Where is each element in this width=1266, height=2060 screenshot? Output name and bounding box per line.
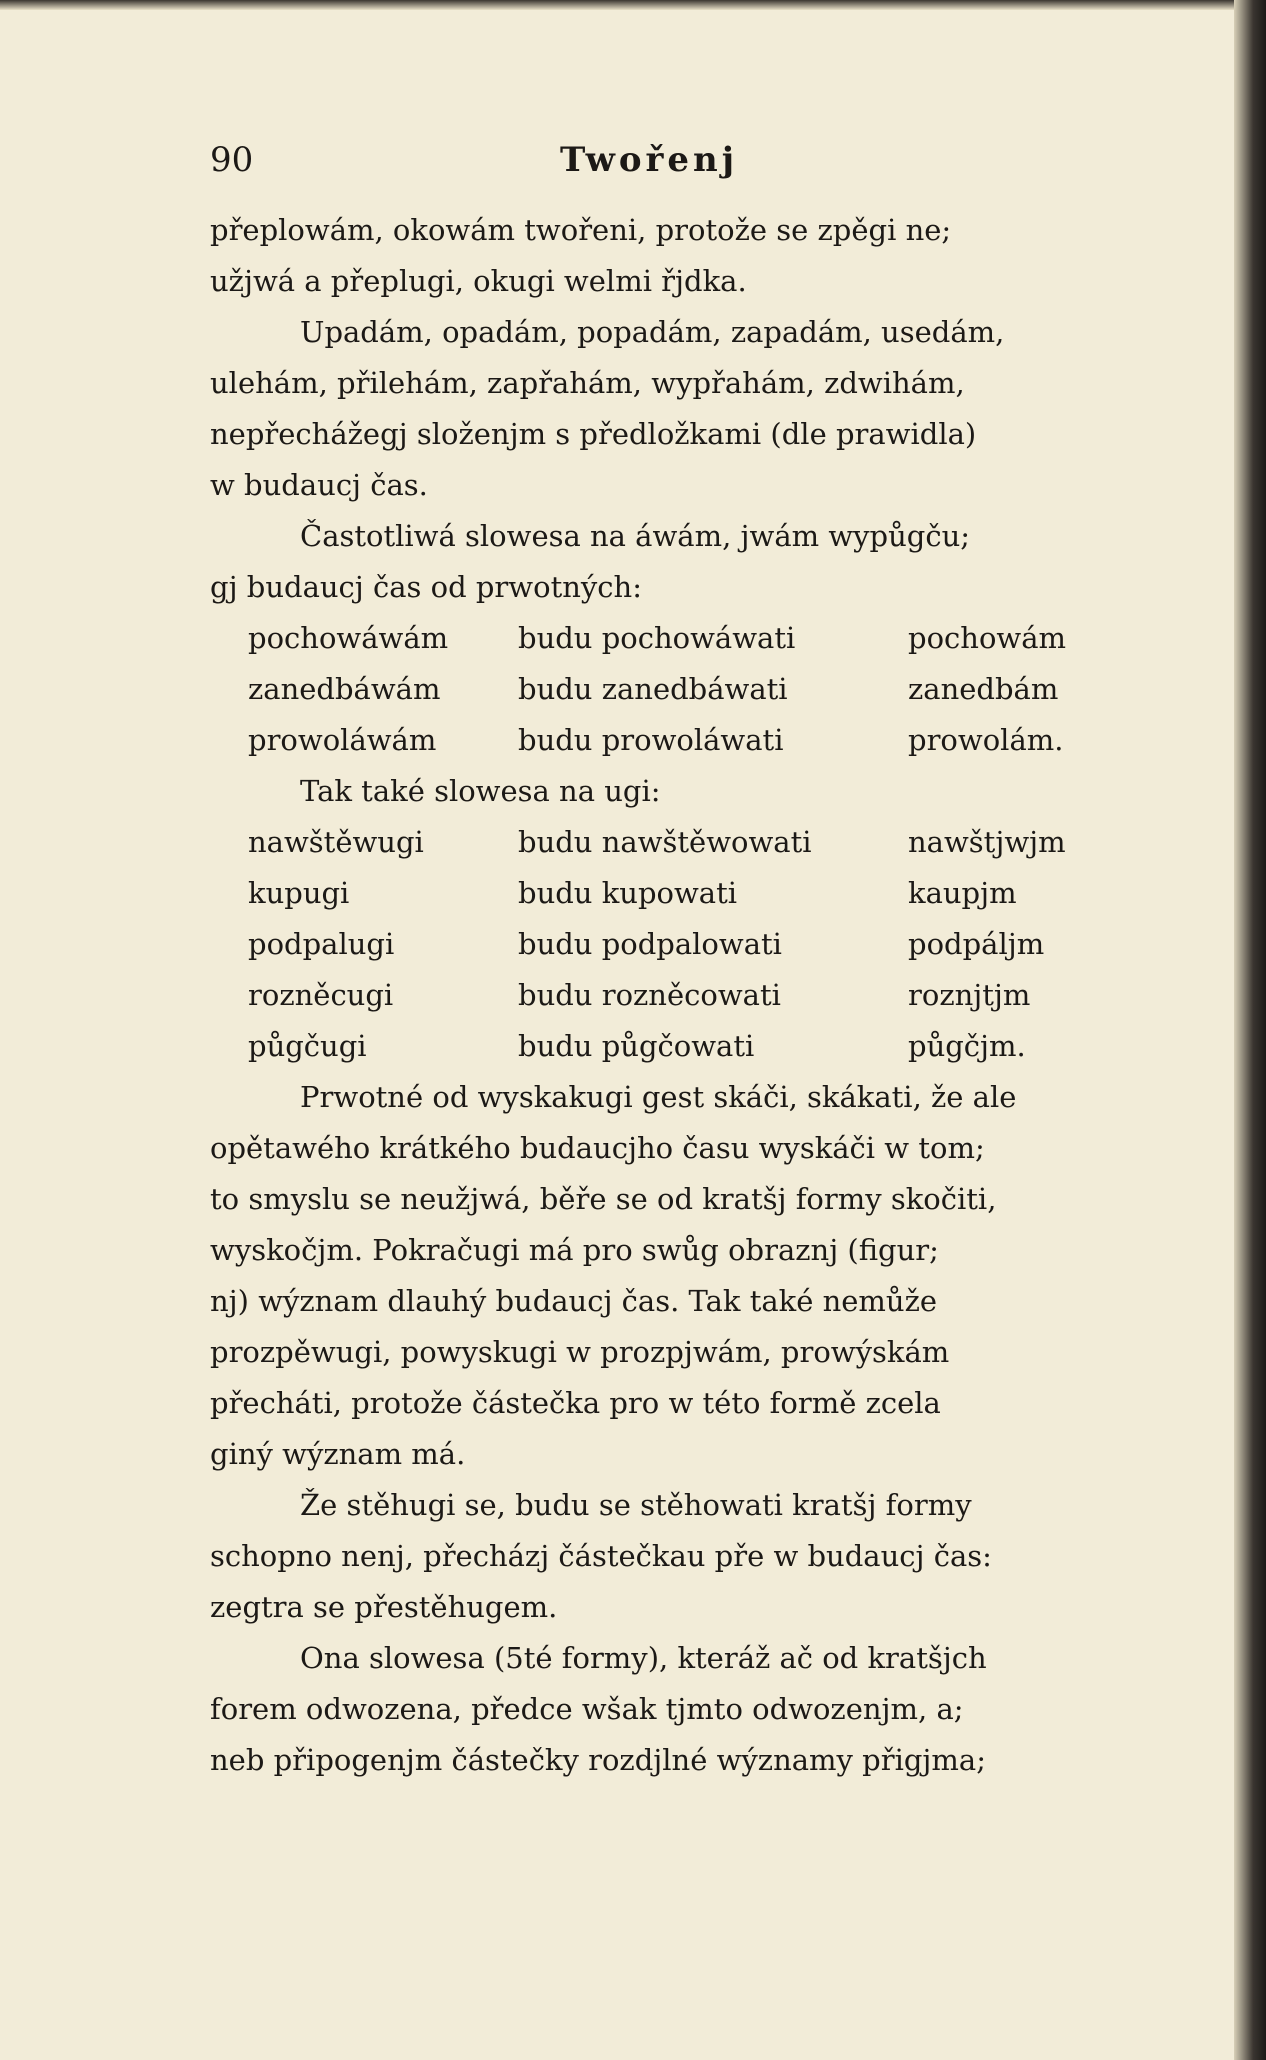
text-line: forem odwozena, předce wšak tjmto odwozenjm, a; <box>210 1692 964 1726</box>
text-line: nj) wýznam dlauhý budaucj čas. Tak také nemůže <box>210 1284 938 1318</box>
text-line: giný wýznam má. <box>210 1437 466 1471</box>
text-line: gj budaucj čas od prwotných: <box>210 570 642 604</box>
page-right-edge <box>1234 0 1266 2060</box>
table-row <box>210 919 1130 970</box>
page-header <box>210 140 1130 190</box>
conjugation-table-2 <box>210 817 1130 1072</box>
text-line: prozpěwugi, powyskugi w prozpjwám, prowýskám <box>210 1335 950 1369</box>
table-cell: půgčjm. <box>908 1029 1026 1063</box>
text-line: Upadám, opadám, popadám, zapadám, usedám, <box>300 315 1005 349</box>
conjugation-table-1 <box>210 613 1130 766</box>
page-number: 90 <box>210 140 254 180</box>
text-line: w budaucj čas. <box>210 468 428 502</box>
table-cell: podpalugi <box>248 927 395 961</box>
text-line: Častotliwá slowesa na áwám, jwám wypůgču; <box>300 519 971 553</box>
table-cell: budu kupowati <box>518 876 738 910</box>
text-line: to smyslu se neužjwá, běře se od kratšj formy skočiti, <box>210 1182 997 1216</box>
body-text <box>210 205 1130 1786</box>
running-head: Twořenj <box>560 140 739 180</box>
table-row <box>210 715 1130 766</box>
text-line: nepřechážegj složenjm s předložkami (dle prawidla) <box>210 417 977 451</box>
table-row <box>210 664 1130 715</box>
table-cell: prowoláwám <box>248 723 437 757</box>
text-line: ulehám, přilehám, zapřahám, wypřahám, zdwihám, <box>210 366 965 400</box>
table-cell: zanedbám <box>908 672 1059 706</box>
text-line: neb připogenjm částečky rozdjlné wýznamy přigjma; <box>210 1743 986 1777</box>
text-line: schopno nenj, přecházj částečkau pře w budaucj čas: <box>210 1539 992 1573</box>
table-cell: budu podpalowati <box>518 927 782 961</box>
table-cell: prowolám. <box>908 723 1064 757</box>
text-line: zegtra se přestěhugem. <box>210 1590 558 1624</box>
table-cell: podpáljm <box>908 927 1045 961</box>
table-cell: budu prowoláwati <box>518 723 784 757</box>
table-cell: budu zanedbáwati <box>518 672 788 706</box>
table-cell: budu půgčowati <box>518 1029 755 1063</box>
text-line: wyskočjm. Pokračugi má pro swůg obraznj (figur; <box>210 1233 939 1267</box>
text-line: Tak také slowesa na ugi: <box>300 774 661 808</box>
table-row <box>210 613 1130 664</box>
table-cell: kupugi <box>248 876 350 910</box>
text-line: přecháti, protože částečka pro w této formě zcela <box>210 1386 941 1420</box>
table-cell: nawštjwjm <box>908 825 1066 859</box>
table-cell: pochowáwám <box>248 621 449 655</box>
table-row <box>210 970 1130 1021</box>
table-cell: kaupjm <box>908 876 1017 910</box>
text-line: užjwá a přeplugi, okugi welmi řjdka. <box>210 264 747 298</box>
text-line: přeplowám, okowám twořeni, protože se zpěgi ne; <box>210 213 952 247</box>
table-cell: rozněcugi <box>248 978 394 1012</box>
table-cell: budu pochowáwati <box>518 621 796 655</box>
table-cell: budu nawštěwowati <box>518 825 812 859</box>
table-row <box>210 1021 1130 1072</box>
table-row <box>210 817 1130 868</box>
table-cell: budu rozněcowati <box>518 978 781 1012</box>
table-cell: nawštěwugi <box>248 825 424 859</box>
table-cell: pochowám <box>908 621 1067 655</box>
text-line: Že stěhugi se, budu se stěhowati kratšj formy <box>300 1488 972 1522</box>
table-cell: roznjtjm <box>908 978 1031 1012</box>
table-cell: půgčugi <box>248 1029 367 1063</box>
text-line: Prwotné od wyskakugi gest skáči, skákati, že ale <box>300 1080 1017 1114</box>
page-top-edge <box>0 0 1266 10</box>
text-line: Ona slowesa (5té formy), kteráž ač od kratšjch <box>300 1641 987 1675</box>
text-line: opětawého krátkého budaucjho času wyskáči w tom; <box>210 1131 985 1165</box>
table-cell: zanedbáwám <box>248 672 441 706</box>
table-row <box>210 868 1130 919</box>
